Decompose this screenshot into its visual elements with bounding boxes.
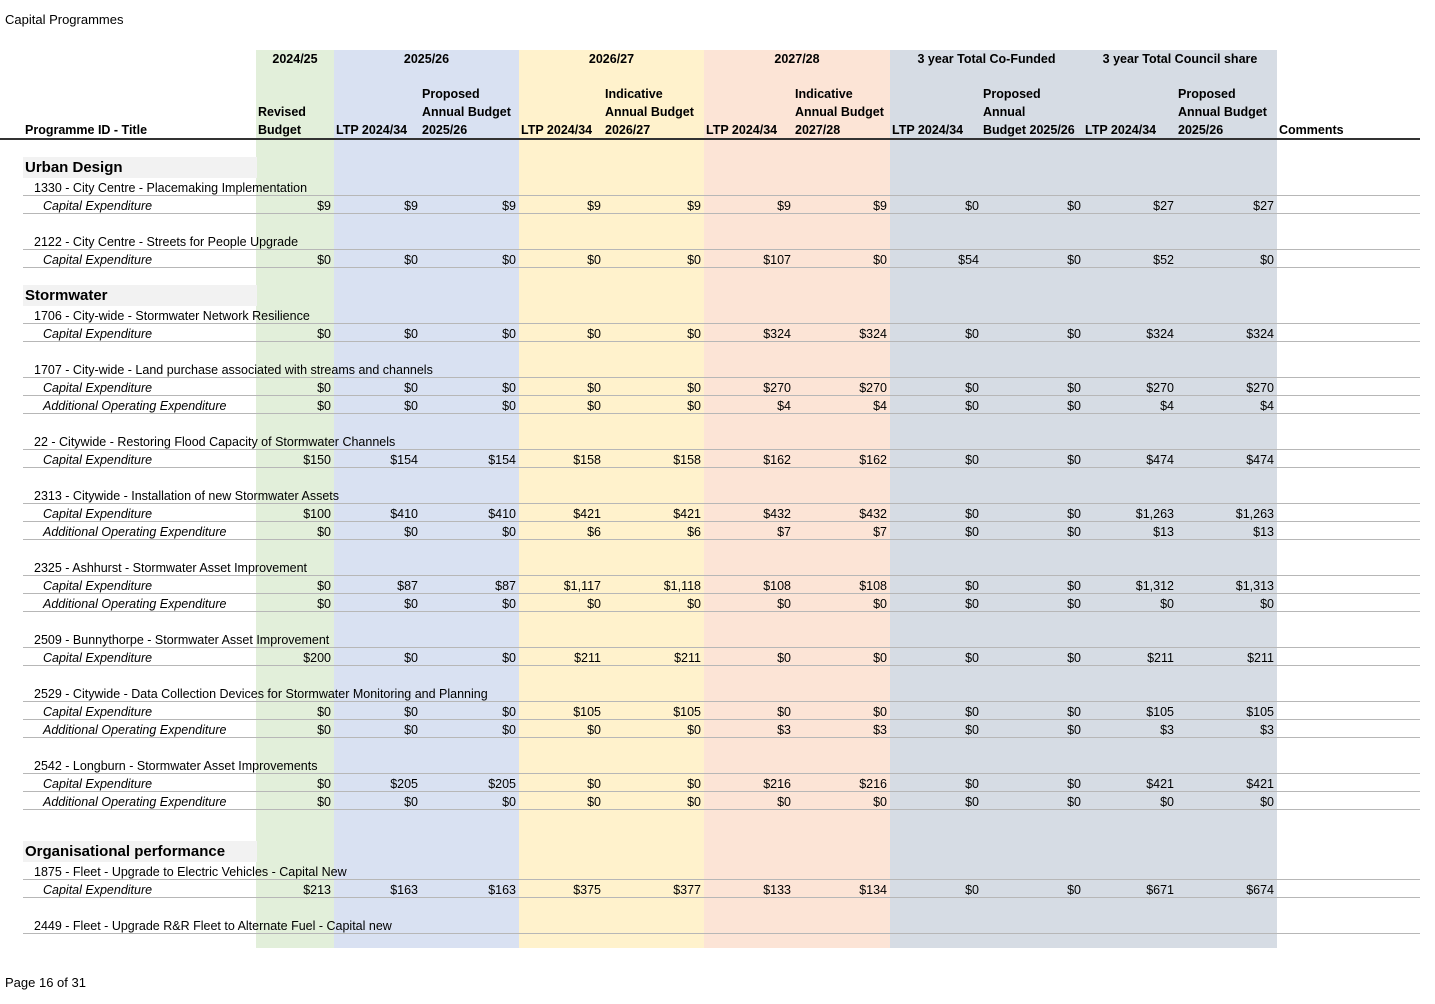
value-cell: $0 — [404, 327, 418, 341]
value-cell: $0 — [317, 795, 331, 809]
value-cell: $0 — [965, 199, 979, 213]
value-cell: $0 — [317, 381, 331, 395]
value-cell: $7 — [777, 525, 791, 539]
value-cell: $216 — [859, 777, 887, 791]
value-cell: $0 — [1067, 883, 1081, 897]
value-cell: $0 — [587, 381, 601, 395]
row-label: Additional Operating Expenditure — [43, 399, 227, 413]
value-cell: $133 — [763, 883, 791, 897]
value-cell: $0 — [502, 525, 516, 539]
value-cell: $0 — [687, 253, 701, 267]
subheader-indicative-2027: Indicative Annual Budget 2027/28 — [795, 87, 884, 137]
row-divider — [23, 395, 1420, 396]
value-cell: $0 — [965, 399, 979, 413]
value-cell: $0 — [1067, 453, 1081, 467]
value-cell: $474 — [1146, 453, 1174, 467]
value-cell: $0 — [502, 399, 516, 413]
row-label: Capital Expenditure — [43, 651, 153, 665]
value-cell: $105 — [1246, 705, 1274, 719]
value-cell: $377 — [673, 883, 701, 897]
row-divider — [23, 377, 1420, 378]
value-cell: $0 — [317, 777, 331, 791]
value-cell: $0 — [317, 579, 331, 593]
value-cell: $162 — [859, 453, 887, 467]
row-label: Capital Expenditure — [43, 705, 153, 719]
value-cell: $0 — [777, 651, 791, 665]
row-divider — [23, 249, 1420, 250]
value-cell: $0 — [317, 253, 331, 267]
value-cell: $0 — [1160, 597, 1174, 611]
value-cell: $432 — [859, 507, 887, 521]
value-cell: $1,313 — [1235, 579, 1274, 593]
section-header: Stormwater — [23, 285, 257, 306]
row-divider — [23, 341, 1420, 342]
value-cell: $100 — [303, 507, 331, 521]
value-cell: $205 — [488, 777, 516, 791]
value-cell: $105 — [673, 705, 701, 719]
programme-title: 2325 - Ashhurst - Stormwater Asset Improvement — [34, 561, 308, 575]
row-divider — [23, 701, 1420, 702]
row-divider — [23, 449, 1420, 450]
value-cell: $0 — [404, 399, 418, 413]
row-divider — [23, 539, 1420, 540]
subheader-ltp-2027: LTP 2024/34 — [706, 123, 778, 137]
value-cell: $0 — [687, 381, 701, 395]
group-header-2024-25: 2024/25 — [272, 52, 318, 66]
value-cell: $0 — [687, 327, 701, 341]
value-cell: $0 — [1067, 795, 1081, 809]
programme-title: 1707 - City-wide - Land purchase associated with streams and channels — [34, 363, 433, 377]
value-cell: $13 — [1153, 525, 1174, 539]
value-cell: $0 — [965, 579, 979, 593]
comments-column-header: Comments — [1279, 123, 1344, 137]
value-cell: $3 — [777, 723, 791, 737]
value-cell: $4 — [1160, 399, 1174, 413]
value-cell: $150 — [303, 453, 331, 467]
value-cell: $3 — [873, 723, 887, 737]
value-cell: $0 — [1260, 795, 1274, 809]
value-cell: $0 — [587, 795, 601, 809]
row-divider — [23, 773, 1420, 774]
subheader-ltp-council: LTP 2024/34 — [1085, 123, 1157, 137]
value-cell: $9 — [317, 199, 331, 213]
value-cell: $211 — [1247, 651, 1274, 665]
value-cell: $9 — [873, 199, 887, 213]
value-cell: $1,117 — [563, 579, 601, 593]
value-cell: $0 — [1067, 381, 1081, 395]
row-divider — [23, 213, 1420, 214]
page-footer: Page 16 of 31 — [5, 975, 86, 990]
programme-title: 2122 - City Centre - Streets for People Upgrade — [34, 235, 299, 249]
section-header: Organisational performance — [23, 841, 257, 862]
value-cell: $3 — [1160, 723, 1174, 737]
value-cell: $105 — [573, 705, 601, 719]
subheader-indicative-2026: Indicative Annual Budget 2026/27 — [605, 87, 694, 137]
row-label: Additional Operating Expenditure — [43, 795, 227, 809]
value-cell: $0 — [965, 453, 979, 467]
value-cell: $162 — [763, 453, 791, 467]
value-cell: $158 — [573, 453, 601, 467]
value-cell: $0 — [873, 705, 887, 719]
programme-title: 1330 - City Centre - Placemaking Implementation — [34, 181, 308, 195]
section-header: Urban Design — [23, 157, 257, 178]
value-cell: $0 — [777, 705, 791, 719]
row-divider — [23, 467, 1420, 468]
value-cell: $0 — [1067, 579, 1081, 593]
value-cell: $421 — [1246, 777, 1274, 791]
value-cell: $0 — [687, 723, 701, 737]
value-cell: $13 — [1253, 525, 1274, 539]
value-cell: $0 — [965, 777, 979, 791]
value-cell: $0 — [1067, 399, 1081, 413]
value-cell: $54 — [958, 253, 979, 267]
subheader-ltp-2025: LTP 2024/34 — [336, 123, 408, 137]
value-cell: $0 — [587, 777, 601, 791]
value-cell: $87 — [495, 579, 516, 593]
value-cell: $105 — [1146, 705, 1174, 719]
value-cell: $0 — [1067, 597, 1081, 611]
value-cell: $0 — [777, 795, 791, 809]
row-divider — [23, 897, 1420, 898]
value-cell: $0 — [687, 597, 701, 611]
value-cell: $200 — [303, 651, 331, 665]
page-title: Capital Programmes — [5, 12, 124, 27]
value-cell: $0 — [777, 597, 791, 611]
value-cell: $0 — [587, 399, 601, 413]
value-cell: $270 — [1146, 381, 1174, 395]
value-cell: $108 — [859, 579, 887, 593]
value-cell: $4 — [1260, 399, 1274, 413]
value-cell: $0 — [404, 723, 418, 737]
programme-title: 2529 - Citywide - Data Collection Devices for Stormwater Monitoring and Planning — [34, 687, 488, 701]
value-cell: $52 — [1153, 253, 1174, 267]
value-cell: $0 — [587, 723, 601, 737]
value-cell: $0 — [965, 507, 979, 521]
value-cell: $213 — [303, 883, 331, 897]
value-cell: $432 — [763, 507, 791, 521]
value-cell: $9 — [404, 199, 418, 213]
value-cell: $134 — [859, 883, 887, 897]
value-cell: $270 — [859, 381, 887, 395]
value-cell: $0 — [873, 651, 887, 665]
row-divider — [23, 575, 1420, 576]
value-cell: $324 — [763, 327, 791, 341]
group-header-cofunded: 3 year Total Co-Funded — [917, 52, 1056, 66]
subheader-ltp-2026: LTP 2024/34 — [521, 123, 593, 137]
row-divider — [23, 809, 1420, 810]
value-cell: $0 — [404, 705, 418, 719]
value-cell: $211 — [574, 651, 601, 665]
value-cell: $0 — [1160, 795, 1174, 809]
programme-title: 22 - Citywide - Restoring Flood Capacity of Stormwater Channels — [34, 435, 396, 449]
value-cell: $324 — [1146, 327, 1174, 341]
value-cell: $0 — [317, 723, 331, 737]
value-cell: $205 — [390, 777, 418, 791]
value-cell: $0 — [1067, 199, 1081, 213]
value-cell: $0 — [317, 597, 331, 611]
value-cell: $0 — [687, 795, 701, 809]
value-cell: $0 — [1067, 253, 1081, 267]
value-cell: $158 — [673, 453, 701, 467]
programme-title: 1706 - City-wide - Stormwater Network Resilience — [34, 309, 310, 323]
value-cell: $0 — [502, 723, 516, 737]
value-cell: $0 — [1067, 507, 1081, 521]
group-header-2027-28: 2027/28 — [774, 52, 820, 66]
row-divider — [23, 611, 1420, 612]
programme-title: 2509 - Bunnythorpe - Stormwater Asset Improvement — [34, 633, 330, 647]
programme-title: 1875 - Fleet - Upgrade to Electric Vehicles - Capital New — [34, 865, 347, 879]
row-divider — [23, 267, 1420, 268]
value-cell: $0 — [873, 253, 887, 267]
value-cell: $270 — [1246, 381, 1274, 395]
value-cell: $410 — [390, 507, 418, 521]
row-label: Capital Expenditure — [43, 883, 153, 897]
value-cell: $421 — [673, 507, 701, 521]
value-cell: $0 — [1260, 597, 1274, 611]
value-cell: $0 — [502, 327, 516, 341]
value-cell: $9 — [687, 199, 701, 213]
row-divider — [23, 665, 1420, 666]
value-cell: $0 — [965, 381, 979, 395]
value-cell: $0 — [965, 795, 979, 809]
value-cell: $9 — [777, 199, 791, 213]
row-label: Capital Expenditure — [43, 453, 153, 467]
row-divider — [23, 521, 1420, 522]
value-cell: $0 — [965, 327, 979, 341]
group-header-2026-27: 2026/27 — [588, 52, 635, 66]
band-2027-28 — [704, 50, 890, 948]
value-cell: $0 — [965, 705, 979, 719]
value-cell: $0 — [965, 651, 979, 665]
value-cell: $0 — [502, 795, 516, 809]
row-label: Capital Expenditure — [43, 777, 153, 791]
value-cell: $211 — [1147, 651, 1174, 665]
value-cell: $87 — [397, 579, 418, 593]
value-cell: $0 — [404, 651, 418, 665]
row-label: Capital Expenditure — [43, 381, 153, 395]
value-cell: $0 — [404, 597, 418, 611]
value-cell: $0 — [965, 525, 979, 539]
row-label: Capital Expenditure — [43, 579, 153, 593]
value-cell: $211 — [674, 651, 701, 665]
value-cell: $154 — [488, 453, 516, 467]
value-cell: $0 — [687, 399, 701, 413]
value-cell: $0 — [965, 597, 979, 611]
row-label: Capital Expenditure — [43, 253, 153, 267]
band-2025-26 — [334, 50, 519, 948]
value-cell: $0 — [404, 253, 418, 267]
value-cell: $1,263 — [1235, 507, 1274, 521]
value-cell: $6 — [587, 525, 601, 539]
value-cell: $0 — [317, 705, 331, 719]
row-divider — [23, 323, 1420, 324]
value-cell: $0 — [687, 777, 701, 791]
value-cell: $0 — [1067, 723, 1081, 737]
header-divider — [0, 138, 1420, 140]
value-cell: $216 — [763, 777, 791, 791]
value-cell: $0 — [502, 597, 516, 611]
value-cell: $0 — [1067, 651, 1081, 665]
group-header-council-share: 3 year Total Council share — [1102, 52, 1258, 66]
value-cell: $0 — [317, 399, 331, 413]
value-cell: $6 — [687, 525, 701, 539]
value-cell: $0 — [587, 327, 601, 341]
value-cell: $7 — [873, 525, 887, 539]
value-cell: $4 — [777, 399, 791, 413]
value-cell: $0 — [502, 705, 516, 719]
band-2026-27 — [519, 50, 704, 948]
value-cell: $0 — [873, 597, 887, 611]
value-cell: $421 — [1146, 777, 1174, 791]
subheader-revised-budget: Revised Budget — [258, 105, 306, 137]
row-divider — [23, 413, 1420, 414]
value-cell: $671 — [1146, 883, 1174, 897]
subheader-proposed-2025: Proposed Annual Budget 2025/26 — [422, 87, 511, 137]
value-cell: $0 — [1067, 327, 1081, 341]
value-cell: $163 — [390, 883, 418, 897]
value-cell: $3 — [1260, 723, 1274, 737]
value-cell: $0 — [317, 525, 331, 539]
subheader-proposed-cofunded: Proposed Annual Budget 2025/26 — [983, 87, 1075, 137]
value-cell: $0 — [502, 651, 516, 665]
value-cell: $9 — [587, 199, 601, 213]
subheader-proposed-council: Proposed Annual Budget 2025/26 — [1178, 87, 1267, 137]
value-cell: $163 — [488, 883, 516, 897]
value-cell: $4 — [873, 399, 887, 413]
value-cell: $324 — [859, 327, 887, 341]
programme-title: 2542 - Longburn - Stormwater Asset Improvements — [34, 759, 318, 773]
band-totals — [890, 50, 1277, 948]
value-cell: $9 — [502, 199, 516, 213]
value-cell: $1,118 — [663, 579, 701, 593]
subheader-ltp-cofunded: LTP 2024/34 — [892, 123, 964, 137]
value-cell: $1,312 — [1135, 579, 1174, 593]
row-divider — [23, 195, 1420, 196]
row-divider — [23, 593, 1420, 594]
value-cell: $107 — [763, 253, 791, 267]
value-cell: $0 — [965, 883, 979, 897]
row-divider — [23, 879, 1420, 880]
row-label: Additional Operating Expenditure — [43, 723, 227, 737]
group-header-2025-26: 2025/26 — [403, 52, 450, 66]
value-cell: $0 — [965, 723, 979, 737]
value-cell: $0 — [404, 525, 418, 539]
value-cell: $421 — [573, 507, 601, 521]
value-cell: $324 — [1246, 327, 1274, 341]
value-cell: $0 — [317, 327, 331, 341]
value-cell: $474 — [1246, 453, 1274, 467]
row-label: Additional Operating Expenditure — [43, 597, 227, 611]
row-divider — [23, 719, 1420, 720]
row-divider — [23, 647, 1420, 648]
value-cell: $154 — [390, 453, 418, 467]
value-cell: $0 — [873, 795, 887, 809]
value-cell: $0 — [1260, 253, 1274, 267]
row-label: Capital Expenditure — [43, 327, 153, 341]
value-cell: $1,263 — [1135, 507, 1174, 521]
value-cell: $410 — [488, 507, 516, 521]
programme-title: 2313 - Citywide - Installation of new Stormwater Assets — [34, 489, 339, 503]
row-label: Capital Expenditure — [43, 507, 153, 521]
value-cell: $0 — [502, 381, 516, 395]
row-divider — [23, 503, 1420, 504]
value-cell: $0 — [502, 253, 516, 267]
value-cell: $108 — [763, 579, 791, 593]
value-cell: $0 — [404, 795, 418, 809]
value-cell: $270 — [763, 381, 791, 395]
value-cell: $0 — [1067, 777, 1081, 791]
value-cell: $375 — [573, 883, 601, 897]
value-cell: $674 — [1246, 883, 1274, 897]
row-label: Additional Operating Expenditure — [43, 525, 227, 539]
value-cell: $27 — [1153, 199, 1174, 213]
programme-title: 2449 - Fleet - Upgrade R&R Fleet to Alternate Fuel - Capital new — [34, 919, 392, 933]
value-cell: $0 — [587, 597, 601, 611]
value-cell: $0 — [1067, 525, 1081, 539]
value-cell: $0 — [587, 253, 601, 267]
row-label: Capital Expenditure — [43, 199, 153, 213]
row-divider — [23, 737, 1420, 738]
value-cell: $27 — [1253, 199, 1274, 213]
value-cell: $0 — [1067, 705, 1081, 719]
row-divider — [23, 791, 1420, 792]
programme-column-header: Programme ID - Title — [25, 123, 148, 137]
row-divider — [23, 933, 1420, 934]
value-cell: $0 — [404, 381, 418, 395]
